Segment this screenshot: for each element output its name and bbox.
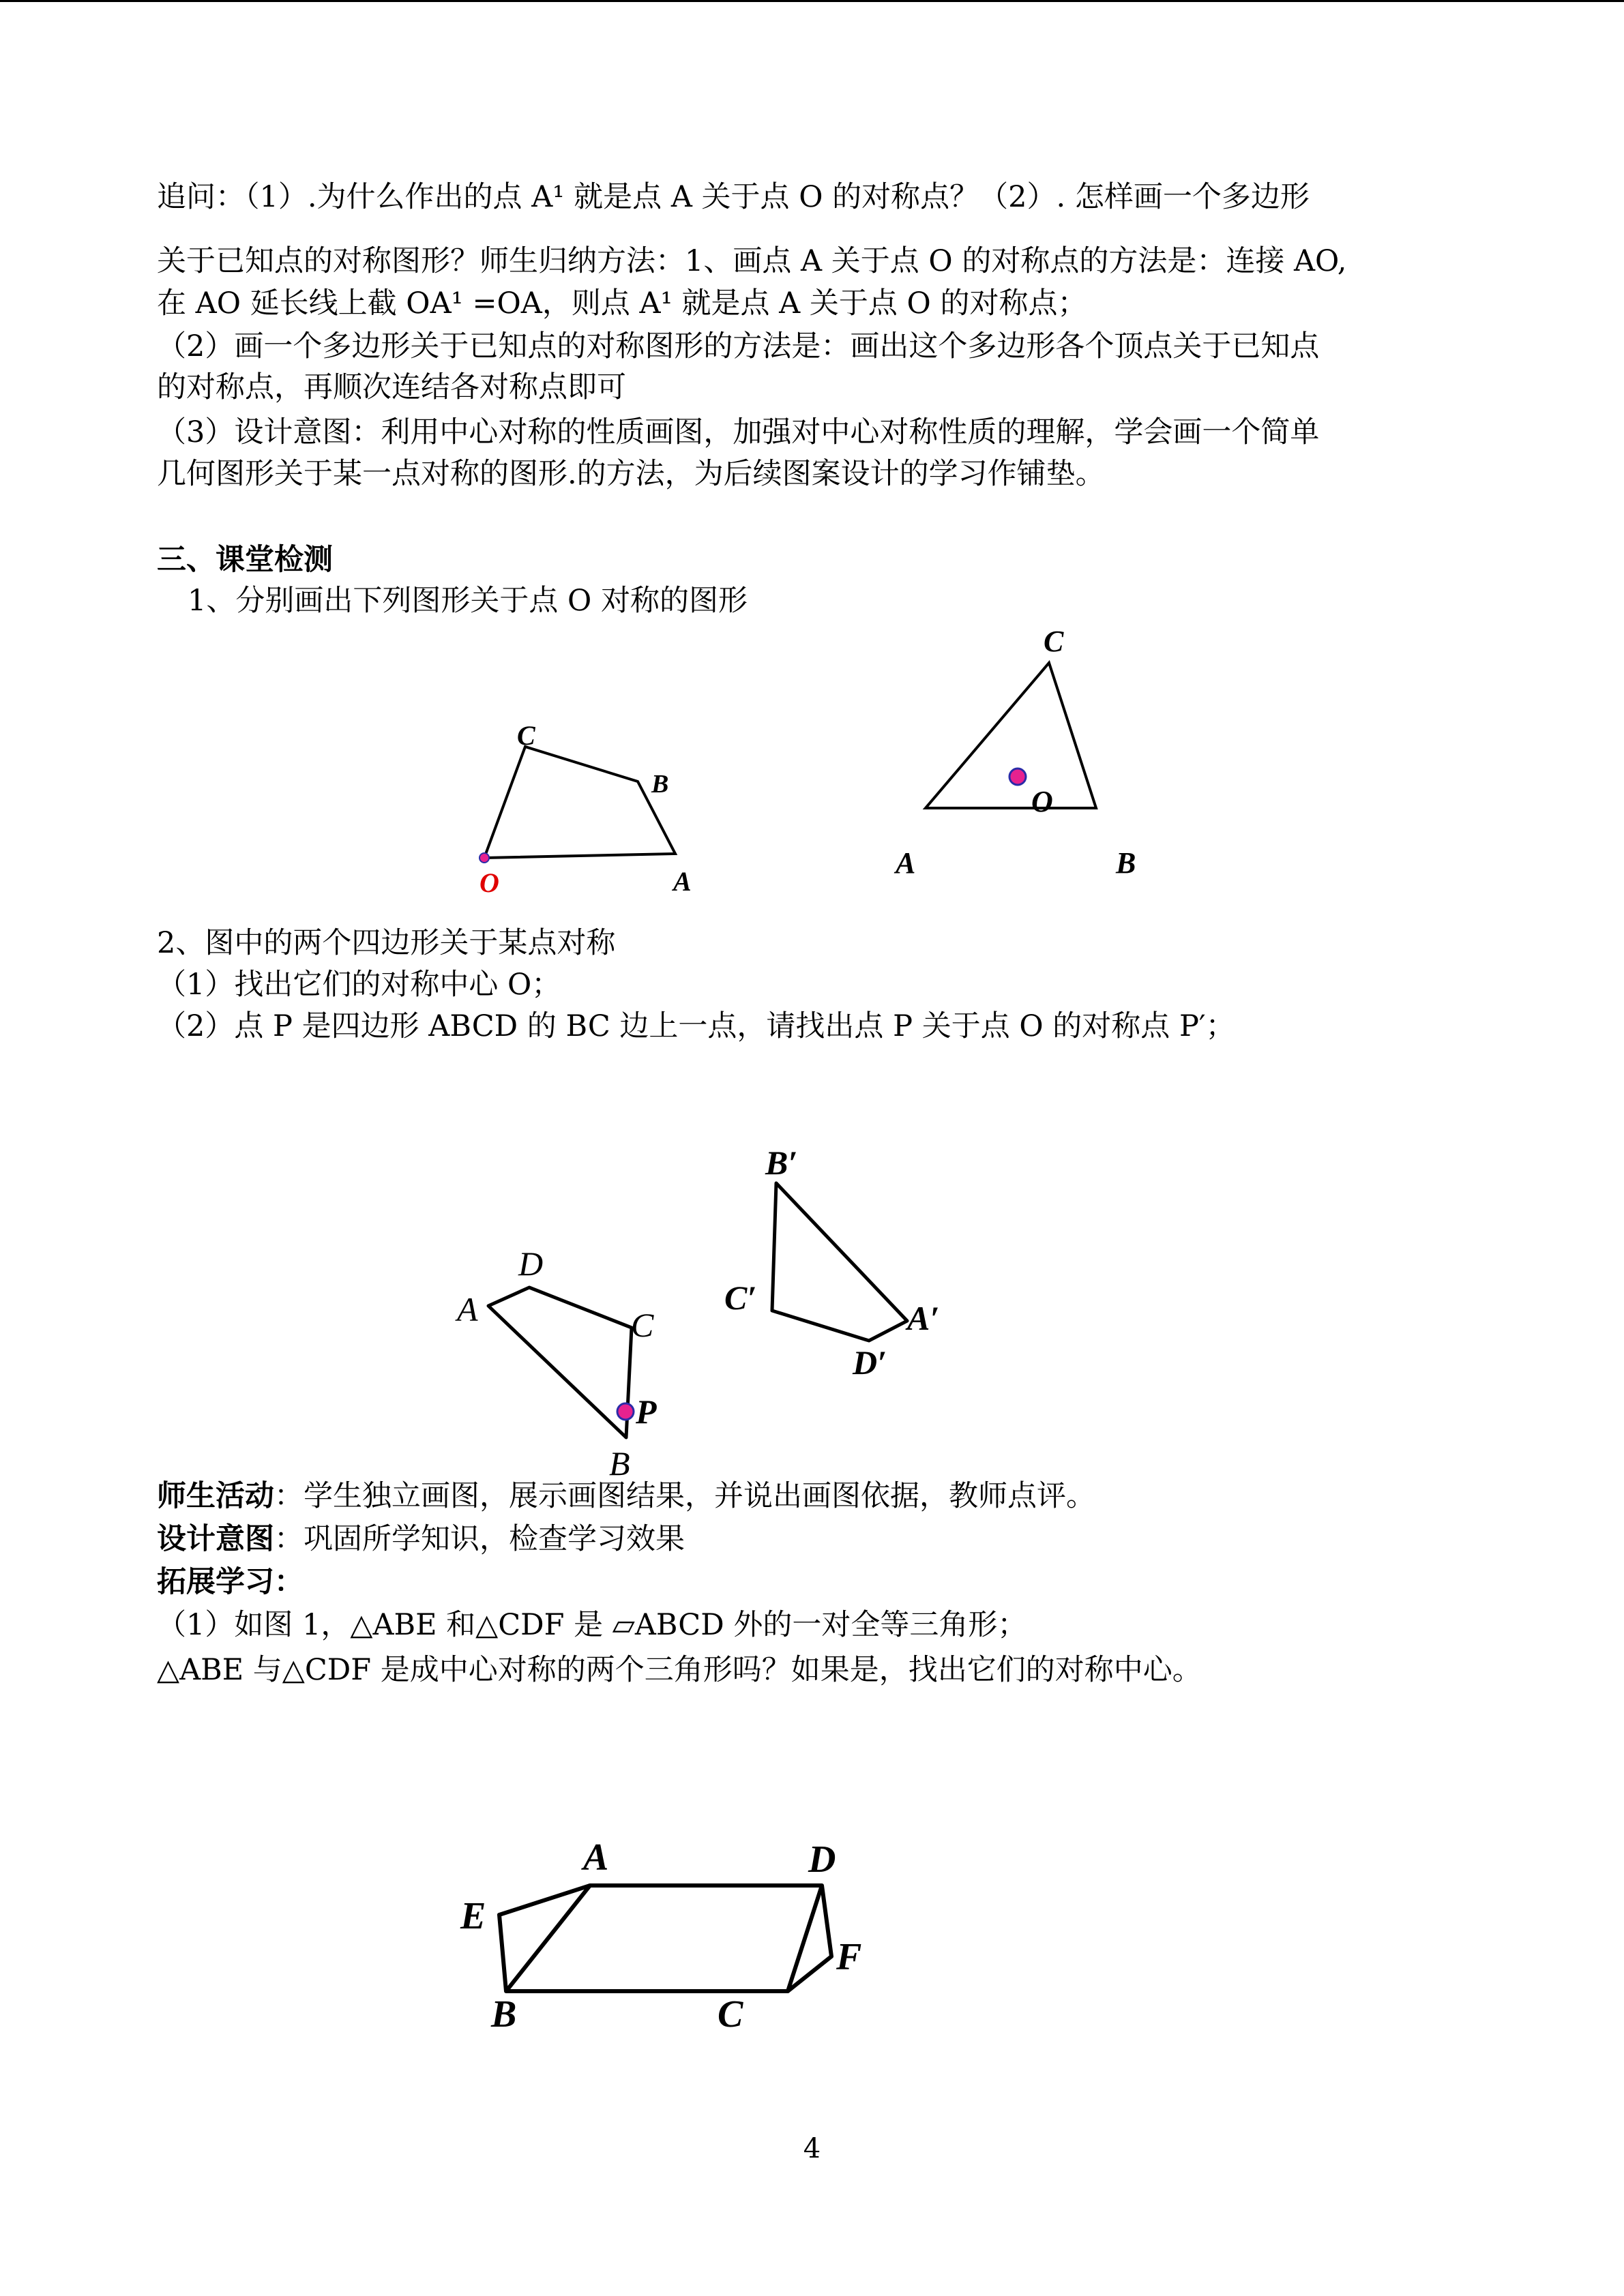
text-line-5: 的对称点，再顺次连结各对称点即可	[157, 370, 626, 404]
question-2-part-2: （2）点 P 是四边形 ABCD 的 BC 边上一点，请找出点 P 关于点 O 的对称点 P′；	[157, 1009, 1235, 1043]
label-o: O	[479, 867, 499, 898]
label-b: B	[491, 1993, 517, 2036]
label-c: C	[718, 1993, 743, 2036]
question-2-part-1: （1）找出它们的对称中心 O；	[157, 968, 561, 1002]
label-b: B	[651, 770, 669, 799]
text-line-2: 关于已知点的对称图形？师生归纳方法：1、画点 A 关于点 O 的对称点的方法是：连接 AO,	[157, 244, 1347, 278]
page-number: 4	[803, 2133, 821, 2164]
label-a-prime: A′	[907, 1299, 940, 1337]
label-d: D	[808, 1838, 836, 1881]
extended-learning-item-2: △ABE 与△CDF 是成中心对称的两个三角形吗？如果是，找出它们的对称中心。	[157, 1653, 1202, 1687]
text-line-4: （2）画一个多边形关于已知点的对称图形的方法是：画出这个多边形各个顶点关于已知点	[157, 329, 1320, 363]
parallelogram-abcd	[506, 1885, 822, 1991]
design-label: 设计意图	[157, 1522, 274, 1556]
text-line-1: 追问：（1）.为什么作出的点 A¹ 就是点 A 关于点 O 的对称点？（2）. 怎样画一个多边形	[157, 180, 1310, 214]
text-line-7: 几何图形关于某一点对称的图形.的方法，为后续图案设计的学习作铺垫。	[157, 457, 1105, 491]
label-b: B	[609, 1444, 630, 1482]
label-e: E	[460, 1895, 486, 1937]
label-c-prime: C′	[724, 1279, 757, 1317]
activity-text: ：学生独立画图，展示画图结果，并说出画图依据，教师点评。	[274, 1479, 1095, 1513]
activity-label: 师生活动	[157, 1479, 274, 1513]
label-a: A	[457, 1290, 478, 1328]
label-b: B	[1116, 846, 1136, 880]
label-c: C	[1044, 625, 1064, 658]
text-line-6: （3）设计意图：利用中心对称的性质画图，加强对中心对称性质的理解，学会画一个简单	[157, 415, 1320, 449]
label-a: A	[896, 846, 916, 880]
label-a: A	[583, 1836, 609, 1879]
label-b-prime: B′	[765, 1144, 798, 1182]
label-c: C	[631, 1306, 654, 1344]
question-2: 2、图中的两个四边形关于某点对称	[157, 926, 616, 960]
label-p: P	[636, 1392, 657, 1431]
label-f: F	[836, 1936, 862, 1978]
extended-learning-heading: 拓展学习：	[157, 1565, 304, 1599]
label-d: D	[518, 1244, 544, 1283]
label-o: O	[1031, 785, 1053, 818]
extended-learning-item-1: （1）如图 1，△ABE 和△CDF 是 ▱ABCD 外的一对全等三角形；	[157, 1608, 1027, 1642]
text-line-3: 在 AO 延长线上截 OA¹ =OA，则点 A¹ 就是点 A 关于点 O 的对称点；	[157, 286, 1087, 320]
label-d-prime: D′	[853, 1343, 887, 1382]
label-a: A	[673, 866, 692, 897]
section-heading-classroom-test: 三、课堂检测	[157, 543, 333, 577]
question-1: 1、分别画出下列图形关于点 O 对称的图形	[188, 584, 748, 618]
label-c: C	[517, 720, 535, 751]
design-text: ：巩固所学知识，检查学习效果	[274, 1522, 685, 1556]
